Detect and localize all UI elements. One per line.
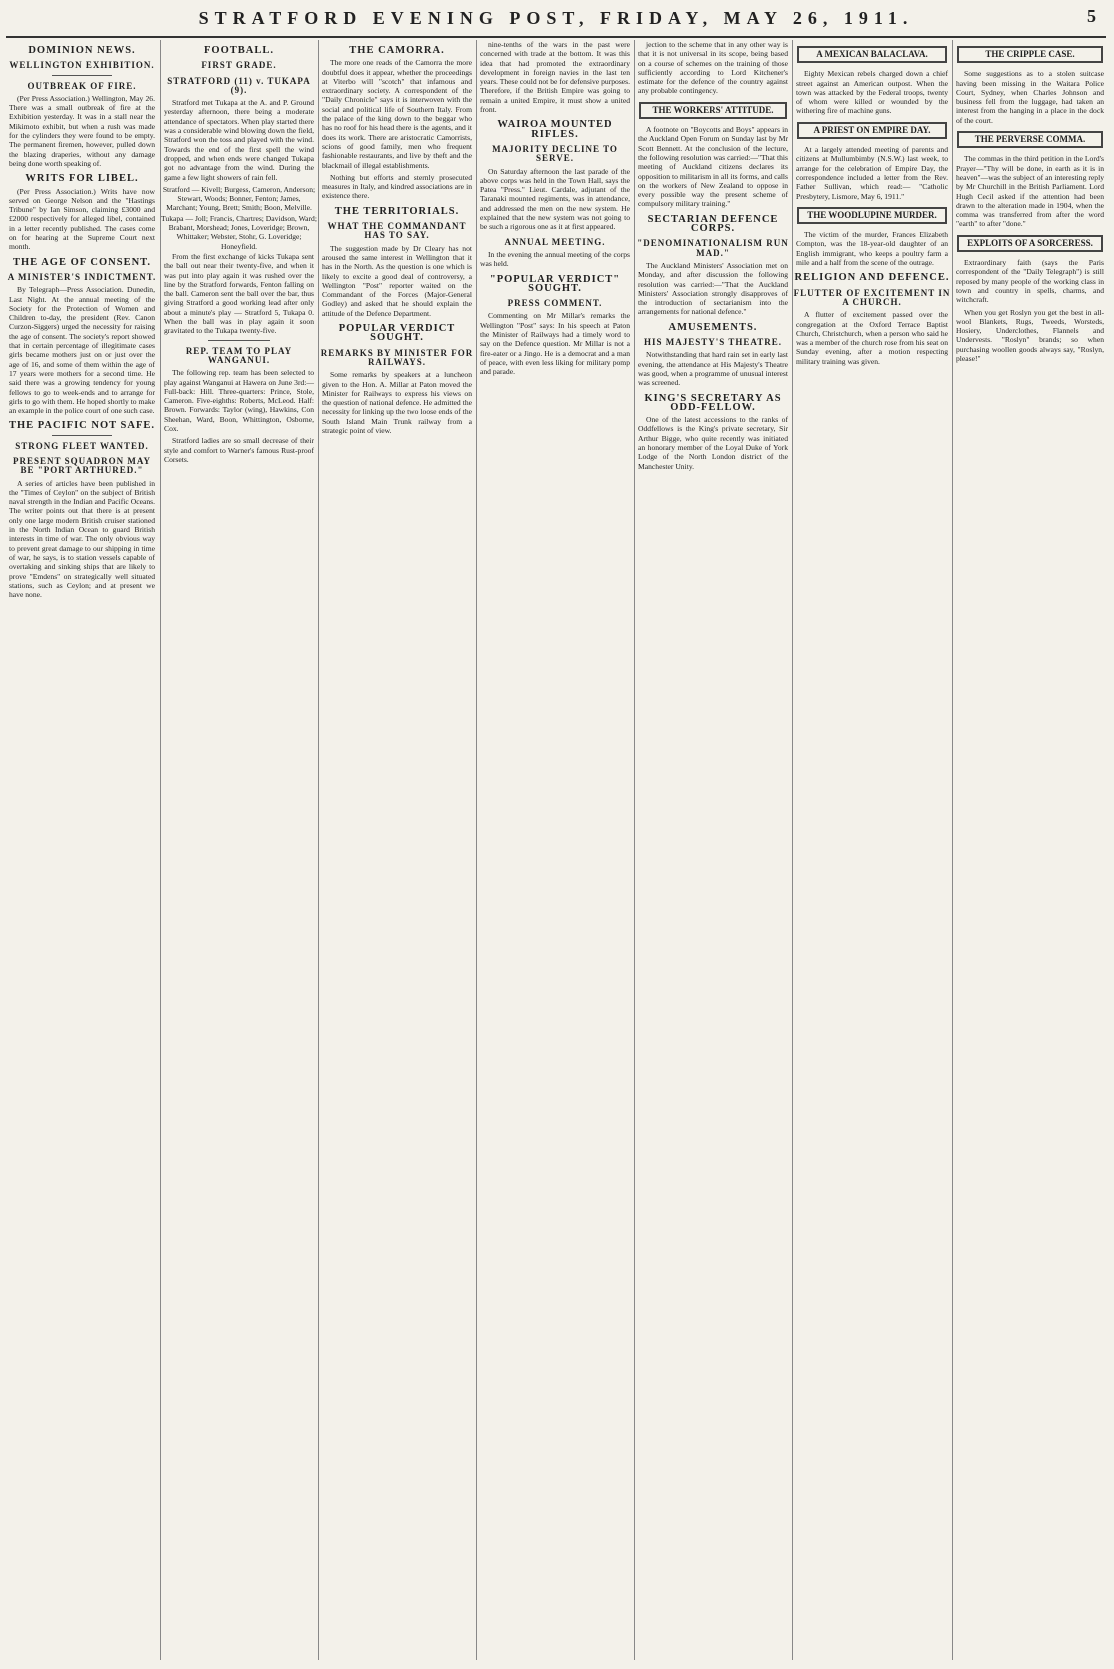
boxed-heading: A MEXICAN BALACLAVA. bbox=[797, 46, 947, 63]
column-5 bbox=[634, 40, 791, 1660]
column-4 bbox=[476, 40, 633, 1660]
article-text: The victim of the murder, Frances Elizabeth Compton, was the 18-year-old daughter of an English immigrant, who keeps a poultry farm a mile and a half from the scene of the outrage. bbox=[796, 230, 948, 268]
team-list: Tukapa — Joll; Francis, Chartres; Davidson, Ward; Brabant, Morshead; Jones, Loveridge; Brown, Whittaker; Webster, Stohr, G. Loveridge; Honeyfield. bbox=[161, 213, 317, 251]
article-text: On Saturday afternoon the last parade of the above corps was held in the Town Hall, says the Patea "Press." Lieut. Cardale, adjutant of the Taranaki mounted regiments, was in attendance, and addressed the men on the new system. He explained that the new system was not going to be such a rigorous one as it at first appeared. bbox=[480, 166, 630, 232]
column-2 bbox=[160, 40, 317, 1660]
heading: THE TERRITORIALS. bbox=[334, 205, 460, 217]
subheading: PRESS COMMENT. bbox=[507, 298, 603, 309]
article-text: nine-tenths of the wars in the past were concerned with trade at the bottom. It was this idea that had promoted the extraordinary development in foreign navies in the last ten years. These could not be for defensive purposes. Therefore, if the British Empire was going to remain a united Empire, it must show a united front. bbox=[480, 40, 630, 115]
article-text: Notwithstanding that hard rain set in early last evening, the attendance at His Majesty's Theatre was good, when a programme of unusual interest was screened. bbox=[638, 350, 788, 388]
article-text: jection to the scheme that in any other way is that it is not universal in its scope, being based on a course of schemes on the training of those sufficiently according to Lord Kitchener's estimate for the defence of the country against any probable contingency. bbox=[638, 40, 788, 96]
column-3 bbox=[318, 40, 475, 1660]
heading: SECTARIAN DEFENCE CORPS. bbox=[647, 213, 779, 235]
article-text: One of the latest accessions to the ranks of Oddfellows is the King's private secretary, Sir Arthur Bigge, who quite recently was initiated an honorary member of the Loyal Duke of York Lodge of the North London district of the Manchester Unity. bbox=[638, 415, 788, 471]
heading: RELIGION AND DEFENCE. bbox=[794, 272, 950, 284]
heading: THE PACIFIC NOT SAFE. bbox=[8, 420, 156, 432]
article-text: The commas in the third petition in the Lord's Prayer—"Thy will be done, in earth as it is in heaven"—was the subject of an interesting reply by Mr Churchill in the British Parliament. Lord Hugh Cecil asked if the attention had been drawn to the alteration made in 1904, when the comma was transferred from after the word "earth" to after "done." bbox=[956, 154, 1104, 229]
divider bbox=[52, 435, 113, 436]
boxed-heading: A PRIEST ON EMPIRE DAY. bbox=[797, 122, 947, 139]
subheading: A MINISTER'S INDICTMENT. bbox=[7, 271, 157, 282]
subheading: WHAT THE COMMANDANT HAS TO SAY. bbox=[327, 221, 467, 241]
article-text: (Per Press Association.) Wellington, May 26. There was a small outbreak of fire at the Exhibition yesterday. It was in a stall near the Mikimoto exhibit, but when a rush was made for the cylinders they were found to be empty. The permanent firemen, however, pulled down the blazing draperies, without any damage being done worth speaking of. bbox=[9, 93, 155, 168]
heading: THE CAMORRA. bbox=[349, 45, 445, 56]
article-text: Eighty Mexican rebels charged down a chief street against an American outpost. When the town was attacked by the Federal troops, twenty of whom were killed or wounded by the withering fire of machine guns. bbox=[796, 69, 948, 116]
article-text: In the evening the annual meeting of the corps was held. bbox=[480, 249, 630, 269]
article-text: A series of articles have been published in the "Times of Ceylon" on the subject of British naval strength in the Indian and Pacific Oceans. The writer points out that there is at present only one large modern British cruiser stationed in the North Indian Ocean to guard British interests in time of war. The only obvious way to prevent great damage to our shipping in time of war, he says, is to station vessels capable of overtaking and sinking ships that are likely to prove "Emdens" on strategically well situated stations, such as Ceylon; and at present we have none. bbox=[9, 478, 155, 600]
divider bbox=[208, 340, 270, 341]
boxed-heading: THE WORKERS' ATTITUDE. bbox=[639, 102, 787, 119]
article-text: Commenting on Mr Millar's remarks the Wellington "Post" says: In his speech at Paton the Minister of Railways had a timely word to say on the Defence question. Mr Millar is not a fire-eater or a Jingo. He is a democrat and a man of peace, with even less liking for military pomp and parade. bbox=[480, 311, 630, 377]
heading: FOOTBALL. bbox=[204, 45, 274, 56]
subheading: FIRST GRADE. bbox=[201, 60, 277, 71]
article-text: A flutter of excitement passed over the congregation at the Oxford Terrace Baptist Church, Christchurch, when a person who said he was a member of the church rose from his seat on Sunday evening, after a motion respecting military training was given. bbox=[796, 310, 948, 366]
heading: WRITS FOR LIBEL. bbox=[25, 173, 139, 185]
subheading: WELLINGTON EXHIBITION. bbox=[9, 60, 155, 71]
article-text: A footnote on "Boycotts and Boys" appears in the Auckland Open Forum on Sunday last by Mr Scott Bennett. At the conclusion of the lecture, the following resolution was carried:—"That this meeting of Auckland citizens declares its opposition to militarism in all its forms, and calls on the workers of New Zealand to oppose in every possible way the present scheme of compulsory military training." bbox=[638, 125, 788, 209]
column-6 bbox=[792, 40, 951, 1660]
heading: THE AGE OF CONSENT. bbox=[12, 256, 152, 268]
page-number: 5 bbox=[1087, 6, 1096, 26]
heading: AMUSEMENTS. bbox=[668, 321, 758, 333]
heading: DOMINION NEWS. bbox=[28, 45, 136, 56]
subheading: REP. TEAM TO PLAY WANGANUI. bbox=[185, 345, 293, 365]
boxed-heading: EXPLOITS OF A SORCERESS. bbox=[957, 235, 1103, 252]
subheading: STRATFORD (11) v. TUKAPA (9). bbox=[167, 75, 311, 95]
article-text: By Telegraph—Press Association. Dunedin, Last Night. At the annual meeting of the Society for the Protection of Women and Children to-day, the president (Rev. Canon Curzon-Siggers) urged the necessity for raising the age of consent. The society's report showed that in certain percentage of illegitimate cases girls became mothers just on or just over the age of 16, and some of them within the age of 17 years were mothers for a second time. He said there was a growing tendency for young fellows to go to week-ends and to arrange for girls to go with them. He hoped shortly to make an example in the police court of one such case. bbox=[9, 285, 155, 416]
subheading: STRONG FLEET WANTED. bbox=[15, 440, 149, 451]
boxed-heading: THE WOODLUPINE MURDER. bbox=[797, 207, 947, 224]
article-text: The more one reads of the Camorra the more doubtful does it appear, whether the proceedings at Viterbo will "scotch" that infamous and extraordinary society. A correspondent of the "Daily Chronicle" says it is interwoven with the social and political life of Southern Italy. From the palace of the king down to the beggar who has no roof for his head there is the agents, and it does its work. There are aristocratic Camorrists, scions of good family, men who frequent fashionable restaurants, and live by theft and the blackmail of illegal establishments. bbox=[322, 58, 472, 170]
article-text: (Per Press Association.) Writs have now served on George Nelson and the "Hastings Tribune" by Ian Simson, claiming £3000 and £2000 respectively for alleged libel, contained in a letter recently published. The cases come on for hearing at the Supreme Court next month. bbox=[9, 186, 155, 252]
heading: "POPULAR VERDICT" SOUGHT. bbox=[489, 273, 621, 294]
boxed-heading: THE CRIPPLE CASE. bbox=[957, 46, 1103, 63]
article-text: The following rep. team has been selected to play against Wanganui at Hawera on June 3rd:— Full-back: Hill. Three-quarters: Prince, Stole, Cameron. Five-eighths: Roberts, McLeod. Half: Brown. Forwards: Taylor (wing), Hawkins, Con Sheehan, Ward, Boon, Whittington, Osborne, Cox. bbox=[164, 368, 314, 433]
subheading: MAJORITY DECLINE TO SERVE. bbox=[492, 143, 618, 164]
article-text: Nothing but efforts and sternly prosecuted measures in Italy, and kindred associations are in existence there. bbox=[322, 172, 472, 201]
article-text: From the first exchange of kicks Tukapa sent the ball out near their twenty-five, and when it was put into play again it was rushed over the line by the Stratford forwards, Fenton falling on the ball. Cameron sent the ball over the bar, thus giving Stratford a good working lead after only about a minute's play — Stratford 5, Tukapa 0. When the ball was in play again it soon gravitated to the Tukapa twenty-five. bbox=[164, 251, 314, 336]
masthead-title: STRATFORD EVENING POST, FRIDAY, MAY 26, 1911. bbox=[198, 8, 914, 28]
heading: POPULAR VERDICT SOUGHT. bbox=[338, 323, 456, 344]
subheading: ANNUAL MEETING. bbox=[504, 236, 606, 247]
subheading: FLUTTER OF EXCITEMENT IN A CHURCH. bbox=[793, 287, 951, 307]
divider bbox=[52, 75, 113, 76]
article-text: Some suggestions as to a stolen suitcase having been missing in the Waitara Police Court, Sydney, when Charles Johnson and business fell from the luggage, had taken an interest from the hanging in a place in the dock of the court. bbox=[956, 69, 1104, 125]
column-7 bbox=[952, 40, 1107, 1660]
article-text: Some remarks by speakers at a luncheon given to the Hon. A. Millar at Paton moved the Minister for Railways to express his views on the question of national defence. He admitted the necessity for linking up the two loose ends of the South Island Main Trunk railway from a strategic point of view. bbox=[322, 370, 472, 435]
article-text: At a largely attended meeting of parents and citizens at Mullumbimby (N.S.W.) last week, to arrange for the celebration of Empire Day, the correspondence included a letter from the Rev. Father Sullivan, which read:— "Catholic Presbytery, Lismore, May 6, 1911." bbox=[796, 145, 948, 201]
article-text: Stratford met Tukapa at the A. and P. Ground yesterday afternoon, there being a moderate attendance of spectators. When play started there was a considerable wind blowing down the field, Stratford won the toss and played with the wind. Towards the end of the first spell the wind dropped, and when ends were changed Tukapa got no advantage from the wind. During the game a few light showers of rain fell. bbox=[164, 98, 314, 182]
boxed-heading: THE PERVERSE COMMA. bbox=[957, 131, 1103, 148]
subheading: REMARKS BY MINISTER FOR RAILWAYS. bbox=[320, 347, 474, 367]
column-1 bbox=[6, 40, 158, 1660]
heading: KING'S SECRETARY AS ODD-FELLOW. bbox=[644, 392, 782, 413]
article-text: The Auckland Ministers' Association met on Monday, and after discussion the following resolution was carried:—"That the Auckland Ministers' Association strongly disapproves of the introduction of sectarianism into the arrangements for national defence." bbox=[638, 260, 788, 317]
subheading: PRESENT SQUADRON MAY BE "PORT ARTHURED." bbox=[12, 455, 152, 476]
masthead bbox=[6, 4, 1106, 38]
subheading: "DENOMINATIONALISM RUN MAD." bbox=[637, 238, 789, 258]
team-list: Stratford — Kivell; Burgess, Cameron, Anderson; Stewart, Woods; Bonner, Fenton; James, Marchant; Young, Brett; Smith; Boon, Melville. bbox=[162, 184, 316, 213]
subheading: OUTBREAK OF FIRE. bbox=[27, 80, 137, 91]
article-text: Stratford ladies are so small decrease of their style and comfort to Warner's famous Rust-proof Corsets. bbox=[164, 436, 314, 464]
article-text: The suggestion made by Dr Cleary has not aroused the same interest in Wellington that it has in the North. As the question is one which is likely to excite a good deal of controversy, a Wellington "Post" reporter waited on the Commandant of the Forces (Major-General Godley) and asked that he should explain the attitude of the Defence Department. bbox=[322, 243, 472, 318]
subheading: HIS MAJESTY'S THEATRE. bbox=[644, 337, 782, 348]
article-text: When you get Roslyn you get the best in all-wool Blankets, Rugs, Tweeds, Worsteds, Hosiery, Underclothes, Flannels and Undervests. "Roslyn" brands; so when purchasing woollen goods always say, "Roslyn, please!" bbox=[956, 307, 1104, 364]
heading: WAIROA MOUNTED RIFLES. bbox=[497, 119, 613, 140]
article-text: Extraordinary faith (says the Paris correspondent of the "Daily Telegraph") is still reposed by many people of the working class in town and country in spells, charms, and witchcraft. bbox=[956, 258, 1104, 305]
